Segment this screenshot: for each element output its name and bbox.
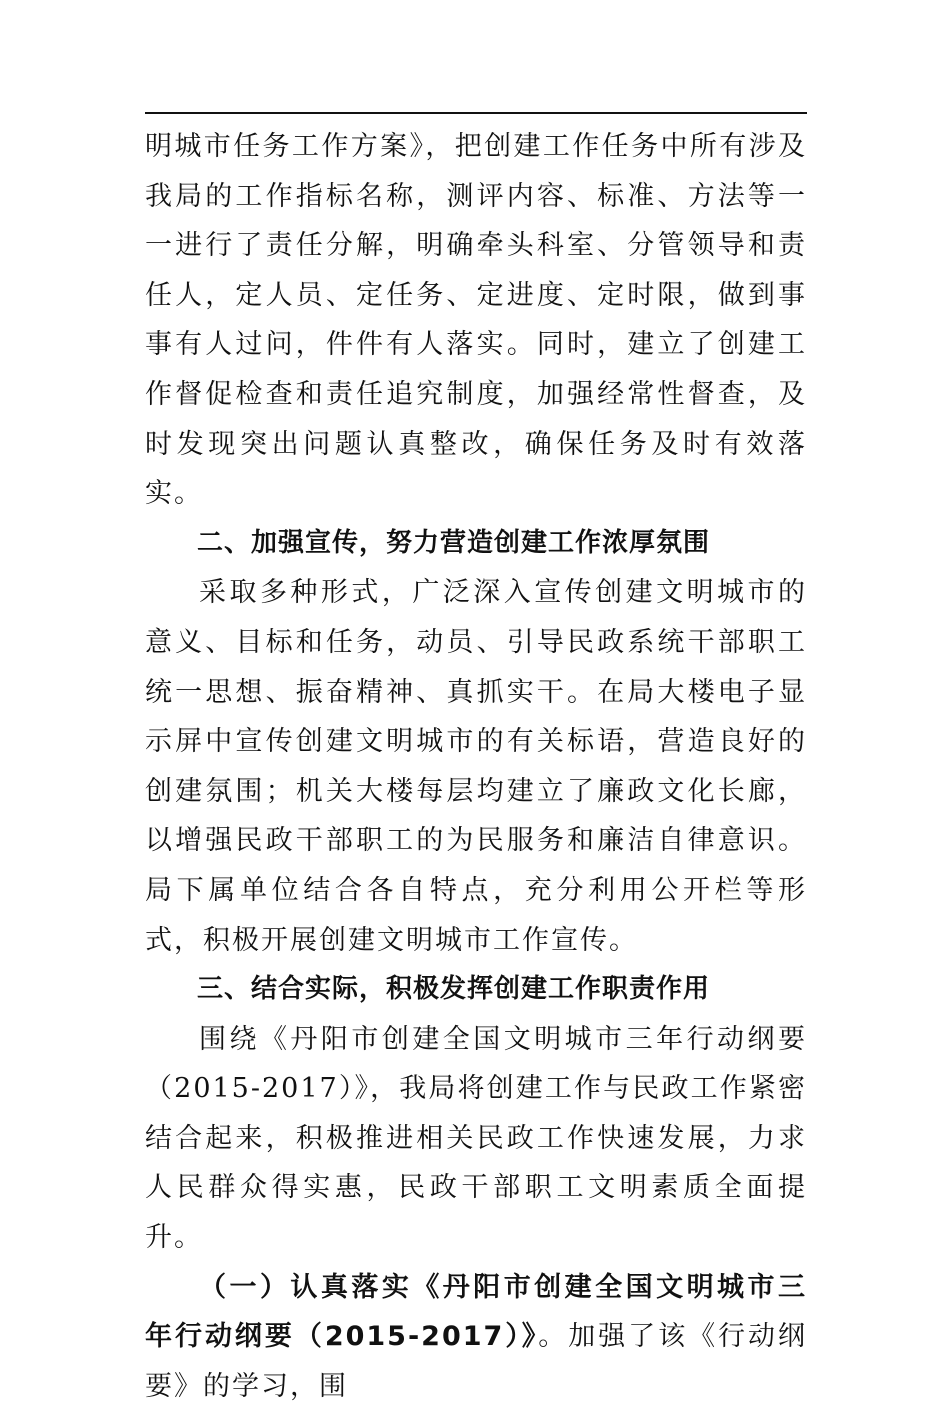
header-rule	[145, 112, 807, 114]
subsection-one-text: 。加强了该《行动纲要》的学习，围	[145, 1321, 807, 1402]
paragraph-publicity: 采取多种形式，广泛深入宣传创建文明城市的意义、目标和任务，动员、引导民政系统干部职工统一思想、振奋精神、真抓实干。在局大楼电子显示屏中宣传创建文明城市的有关标语，营造良好的创建氛围；机关大楼每层均建立了廉政文化长廊，以增强民政干部职工的为民服务和廉洁自律意识。局下属单位结合各自特点，充分利用公开栏等形式，积极开展创建文明城市工作宣传。	[145, 577, 807, 956]
subsection-one-lead: （一）认真落实《丹阳市创建全国文明城市三年行动纲要（2015-2017）》	[145, 1271, 807, 1353]
paragraph-duties: 围绕《丹阳市创建全国文明城市三年行动纲要（2015-2017）》，我局将创建工作与民政工作紧密结合起来，积极推进相关民政工作快速发展，力求人民群众得实惠，民政干部职工文明素质全面提升。	[145, 1023, 807, 1254]
section-heading-duties: 三、结合实际，积极发挥创建工作职责作用	[197, 974, 711, 1005]
section-heading-publicity: 二、加强宣传，努力营造创建工作浓厚氛围	[197, 527, 711, 558]
paragraph-subsection-one	[145, 1263, 807, 1411]
paragraph-responsibility: 明城市任务工作方案》，把创建工作任务中所有涉及我局的工作指标名称，测评内容、标准、方法等一一进行了责任分解，明确牵头科室、分管领导和责任人，定人员、定任务、定进度、定时限，做到事事有人过问，件件有人落实。同时，建立了创建工作督促检查和责任追究制度，加强经常性督查，及时发现突出问题认真整改，确保任务及时有效落实。	[145, 131, 807, 510]
document-body	[145, 122, 807, 1411]
